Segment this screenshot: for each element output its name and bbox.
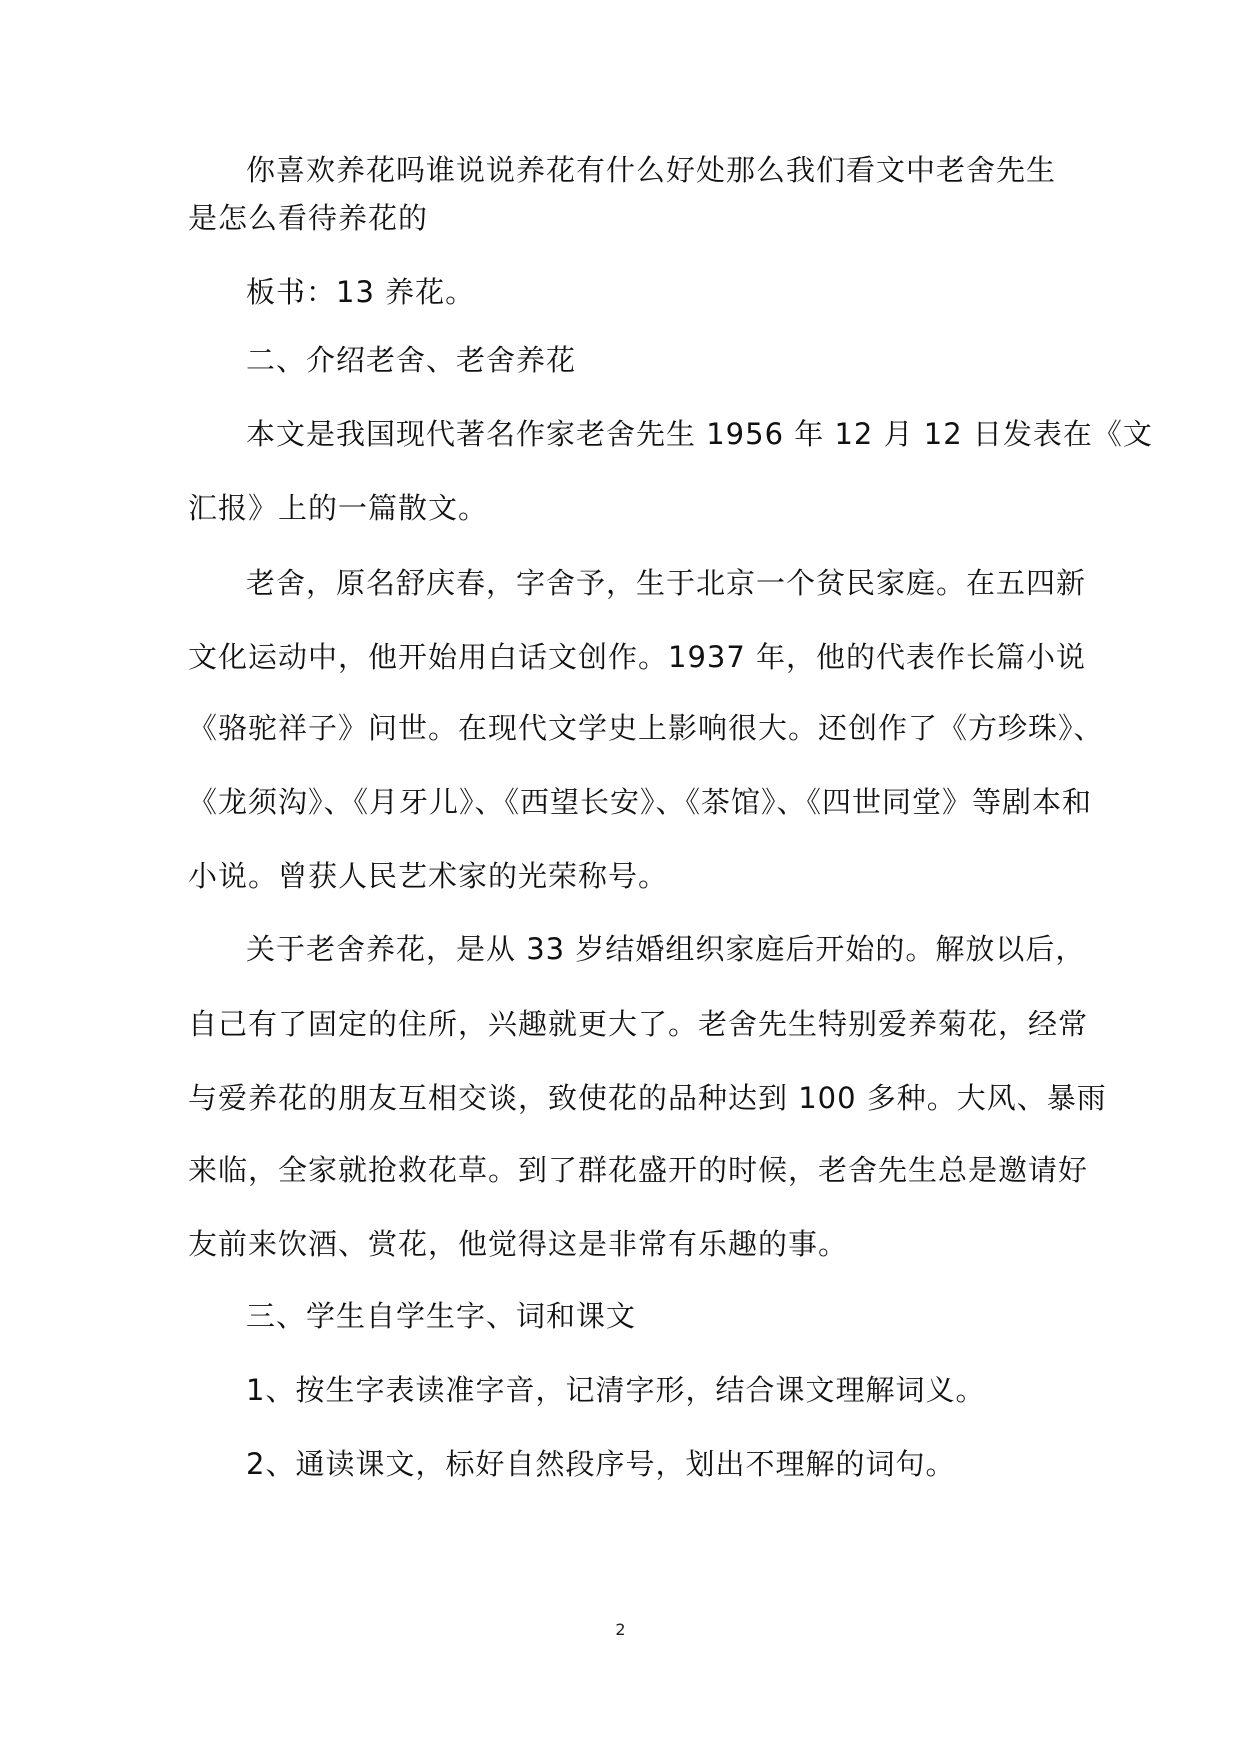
- text-line: 是怎么看待养花的: [188, 201, 429, 235]
- text-line: 友前来饮酒、赏花，他觉得这是非常有乐趣的事。: [188, 1227, 849, 1261]
- text-line: 与爱养花的朋友互相交谈，致使花的品种达到 100 多种。大风、暴雨: [188, 1081, 1107, 1115]
- text-line: 自己有了固定的住所，兴趣就更大了。老舍先生特别爱养菊花，经常: [188, 1007, 1089, 1041]
- text-line: 板书：13 养花。: [246, 275, 476, 309]
- text-line: 2、通读课文，标好自然段序号，划出不理解的词句。: [246, 1447, 956, 1481]
- text-line: 关于老舍养花，是从 33 岁结婚组织家庭后开始的。解放以后，: [246, 932, 1086, 966]
- text-line: 1、按生字表读准字音，记清字形，结合课文理解词义。: [246, 1373, 986, 1407]
- section-heading: 三、学生自学生字、词和课文: [246, 1299, 637, 1333]
- section-heading: 二、介绍老舍、老舍养花: [246, 343, 577, 377]
- page-number: 2: [615, 1620, 626, 1639]
- text-line: 来临，全家就抢救花草。到了群花盛开的时候，老舍先生总是邀请好: [188, 1153, 1089, 1187]
- text-line: 本文是我国现代著名作家老舍先生 1956 年 12 月 12 日发表在《文: [246, 417, 1153, 451]
- text-line: 文化运动中，他开始用白话文创作。1937 年，他的代表作长篇小说: [188, 640, 1087, 674]
- text-line: 老舍，原名舒庆春，字舍予，生于北京一个贫民家庭。在五四新: [246, 566, 1087, 600]
- text-line: 小说。曾获人民艺术家的光荣称号。: [188, 859, 669, 893]
- text-line: 《骆驼祥子》问世。在现代文学史上影响很大。还创作了《方珍珠》、: [188, 711, 1104, 745]
- text-line: 汇报》上的一篇散文。: [188, 491, 489, 525]
- text-line: 你喜欢养花吗谁说说养花有什么好处那么我们看文中老舍先生: [246, 153, 1057, 187]
- text-line: 《龙须沟》、《月牙儿》、《西望长安》、《茶馆》、《四世同堂》等剧本和: [188, 785, 1093, 819]
